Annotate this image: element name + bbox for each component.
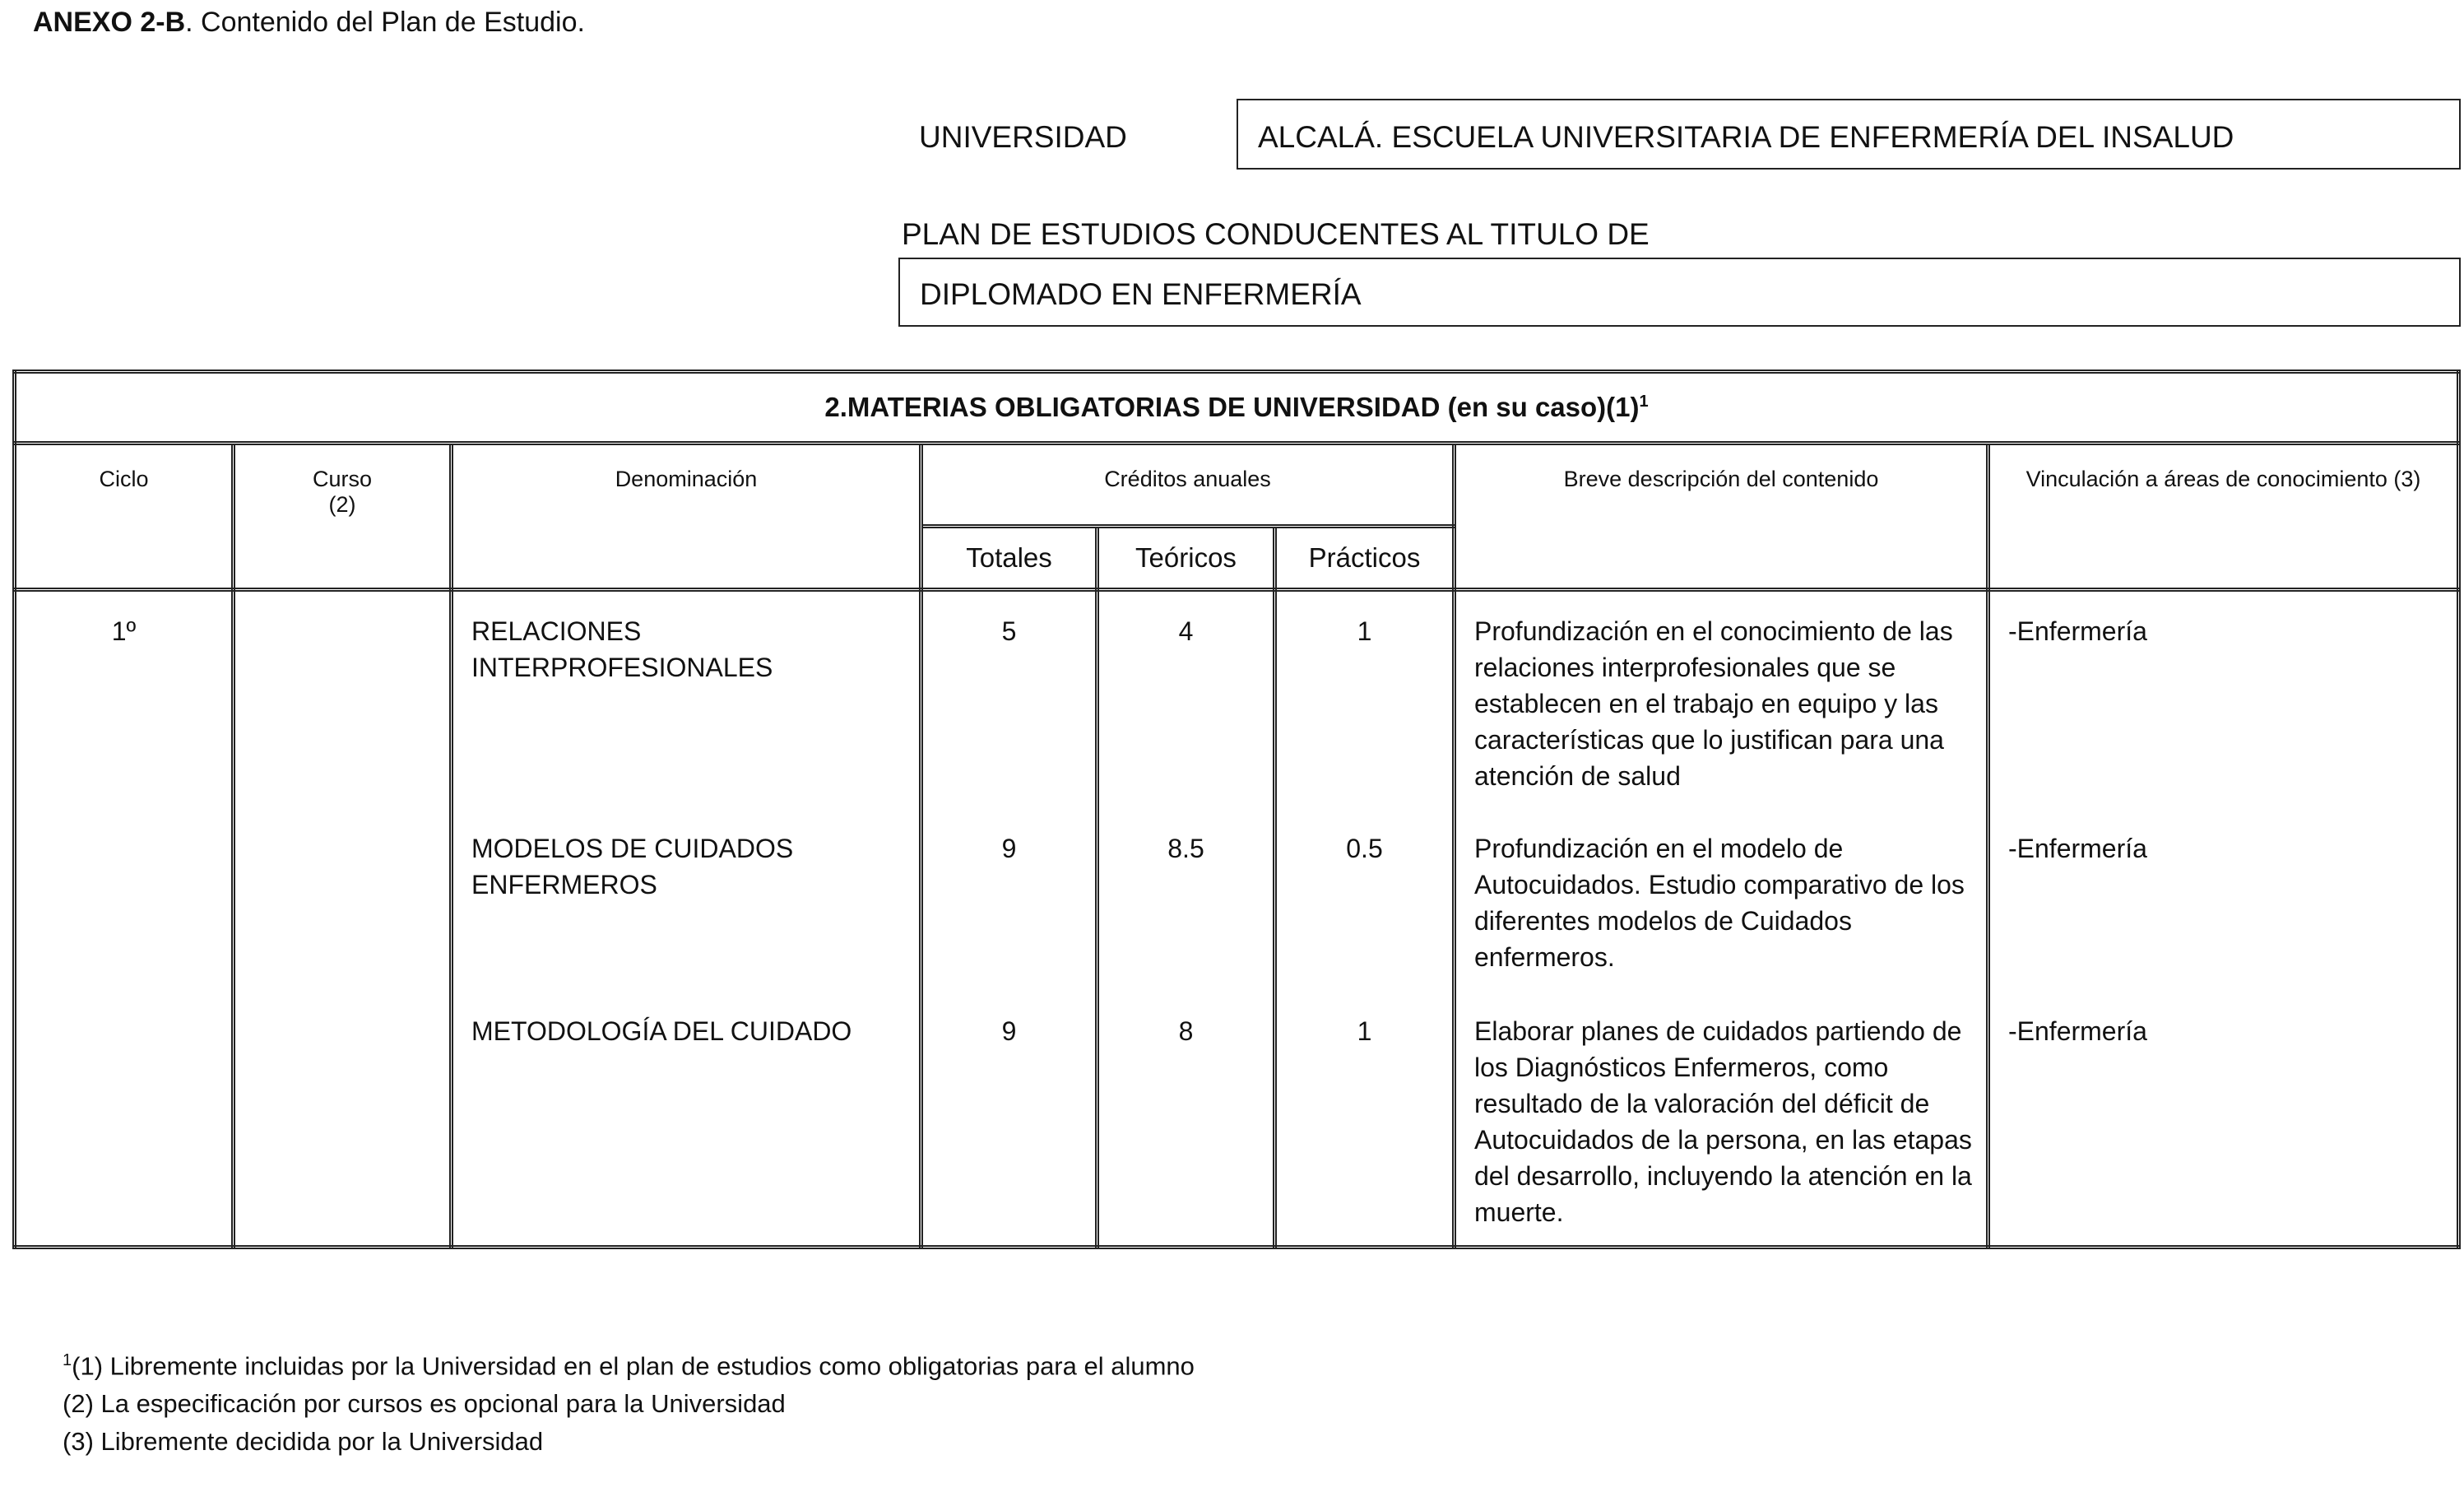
totales: 5	[1001, 616, 1017, 646]
header-totales: Totales	[921, 527, 1097, 590]
totales-column	[921, 590, 1097, 1248]
annex-heading	[33, 7, 585, 39]
materias-table	[12, 370, 2461, 1249]
header-ciclo: Ciclo	[15, 444, 234, 590]
teoricos: 4	[1178, 616, 1194, 646]
vinculacion: -Enfermería	[2008, 834, 2147, 863]
totales: 9	[1001, 834, 1017, 863]
footnote-3: (3) Libremente decidida por la Universidad	[63, 1427, 544, 1457]
descripcion: Profundización en el modelo de Autocuidados. Estudio comparativo de los diferentes modelos de Cuidados enfermeros.	[1474, 834, 1965, 972]
practicos: 0.5	[1346, 834, 1383, 863]
descripcion: Elaborar planes de cuidados partiendo de los Diagnósticos Enfermeros, como resultado de la valoración del déficit de Autocuidados de la persona, en las etapas del desarrollo, incluyendo la atención en la muerte.	[1474, 1016, 1972, 1227]
vinculacion: -Enfermería	[2008, 616, 2147, 646]
header-descripcion: Breve descripción del contenido	[1455, 444, 1988, 590]
practicos: 1	[1357, 1016, 1372, 1046]
footnotes	[63, 1341, 1195, 1461]
header-curso: Curso (2)	[234, 444, 452, 590]
totales: 9	[1001, 1016, 1017, 1046]
vinculacion: -Enfermería	[2008, 1016, 2147, 1046]
teoricos-column	[1097, 590, 1275, 1248]
universidad-label: UNIVERSIDAD	[919, 120, 1127, 154]
header-creditos: Créditos anuales	[921, 444, 1455, 527]
teoricos: 8	[1178, 1016, 1194, 1046]
header-practicos: Prácticos	[1275, 527, 1455, 590]
denominacion: MODELOS DE CUIDADOS ENFERMEROS	[471, 834, 794, 899]
titulo-box	[898, 258, 2461, 327]
teoricos: 8.5	[1167, 834, 1204, 863]
footnote-1: $^1$(1) Libremente incluidas por la Universidad en el plan de estudios como obligatorias para el alumno	[63, 1351, 1195, 1381]
plan-label: PLAN DE ESTUDIOS CONDUCENTES AL TITULO DE	[902, 217, 1650, 251]
table-title: 2.MATERIAS OBLIGATORIAS DE UNIVERSIDAD (en su $caso)(1)^1$	[15, 372, 2459, 444]
universidad-box	[1237, 99, 2461, 170]
denominacion: RELACIONES INTERPROFESIONALES	[471, 616, 773, 682]
descripcion: Profundización en el conocimiento de las relaciones interprofesionales que se establecen en el trabajo en equipo y las características que lo justifican para una atención de salud	[1474, 616, 1953, 791]
descripcion-column	[1455, 590, 1988, 1248]
practicos-column	[1275, 590, 1455, 1248]
titulo-value: DIPLOMADO EN ENFERMERÍA	[920, 277, 1362, 311]
header-vinculacion: Vinculación a áreas de conocimiento (3)	[1988, 444, 2459, 590]
universidad-value: ALCALÁ. ESCUELA UNIVERSITARIA DE ENFERMERÍA DEL INSALUD	[1258, 120, 2234, 154]
denominacion: METODOLOGÍA DEL CUIDADO	[471, 1016, 852, 1046]
table-body-row	[15, 590, 2459, 1248]
curso-value	[234, 590, 452, 1248]
footnote-2: (2) La especificación por cursos es opcional para la Universidad	[63, 1389, 786, 1419]
annex-title: . Contenido del Plan de Estudio.	[185, 7, 585, 38]
annex-label: ANEXO 2-B	[33, 7, 186, 38]
header-denominacion: Denominación	[452, 444, 921, 590]
vinculacion-column	[1988, 590, 2459, 1248]
denominacion-column	[452, 590, 921, 1248]
practicos: 1	[1357, 616, 1372, 646]
header-teoricos: Teóricos	[1097, 527, 1275, 590]
ciclo-value: 1º	[15, 590, 234, 1248]
